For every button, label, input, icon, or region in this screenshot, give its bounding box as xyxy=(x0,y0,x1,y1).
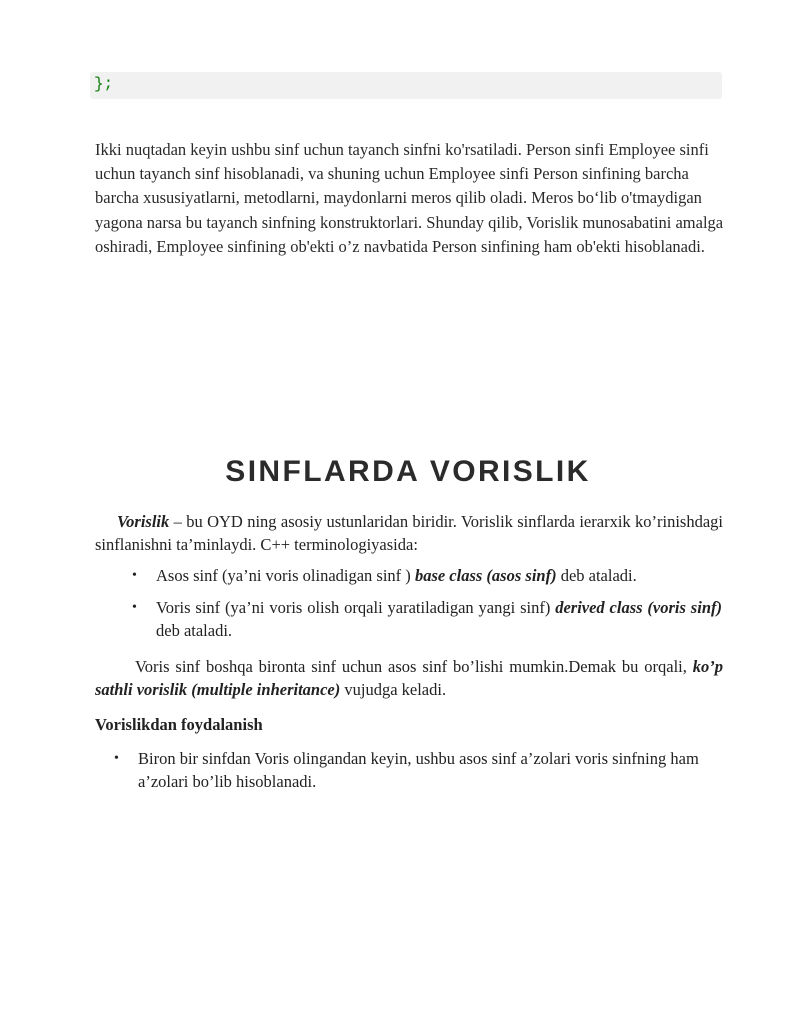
list-item xyxy=(114,747,724,793)
list-item-text-end: deb ataladi. xyxy=(156,621,233,640)
bullet-icon: • xyxy=(132,600,137,615)
usage-list xyxy=(114,747,724,793)
term-vorislik: Vorislik xyxy=(117,512,170,531)
paragraph-text: Voris sinf boshqa bironta sinf uchun asos sinf bo’lishi mumkin.Demak bu orqali, xyxy=(135,657,693,676)
list-item-text: Asos sinf (ya’ni voris olinadigan sinf ) xyxy=(156,566,415,585)
subheading-usage: Vorislikdan foydalanish xyxy=(95,715,263,734)
list-item-text: Biron bir sinfdan Voris olingandan keyin, ushbu asos sinf a’zolari voris sinfning ham a’zolari bo’lib hisoblanadi. xyxy=(138,749,699,791)
paragraph-inheritance-definition xyxy=(95,510,723,556)
list-item xyxy=(132,596,722,642)
paragraph-inheritance-explanation: Ikki nuqtadan keyin ushbu sinf uchun tayanch sinfni ko'rsatiladi. Person sinfi Employee sinfi uchun tayanch sinf hisoblanadi, va shuning uchun Employee sinfi Person sinfining barcha barcha xususiyatlarni, metodlarni, maydonlarni meros qilib oladi. Meros bo‘lib o'tmaydigan yagona narsa bu tayanch sinfning konstruktorlari. Shunday qilib, Vorislik munosabatini amalga oshiradi, Employee sinfining ob'ekti o’z navbatida Person sinfining ham ob'ekti hisoblanadi. xyxy=(95,140,724,256)
term-base-class: base class (asos sinf) xyxy=(414,566,557,585)
list-item xyxy=(132,564,722,587)
code-block xyxy=(90,72,722,99)
bullet-icon: • xyxy=(114,751,119,766)
bullet-icon: • xyxy=(132,568,137,583)
terminology-list xyxy=(132,564,722,651)
term-derived-class: derived class (voris sinf) xyxy=(555,598,722,617)
term-multiple-inheritance: ko’p sathli vorislik (multiple inheritance) xyxy=(95,657,723,699)
paragraph-text-end: vujudga keladi. xyxy=(340,680,447,699)
paragraph-multiple-inheritance xyxy=(95,655,723,701)
list-item-text: Voris sinf (ya’ni voris olish orqali yaratiladigan yangi sinf) xyxy=(156,598,556,617)
definition-text: – bu OYD ning asosiy ustunlaridan biridir. Vorislik sinflarda ierarxik ko’rinishdagi sinflanishni ta’minlaydi. C++ terminologiyasida: xyxy=(95,512,723,554)
section-heading: SINFLARDA VORISLIK xyxy=(225,455,591,488)
list-item-text-end: deb ataladi. xyxy=(556,566,637,585)
code-closing-line: }; xyxy=(94,75,114,93)
